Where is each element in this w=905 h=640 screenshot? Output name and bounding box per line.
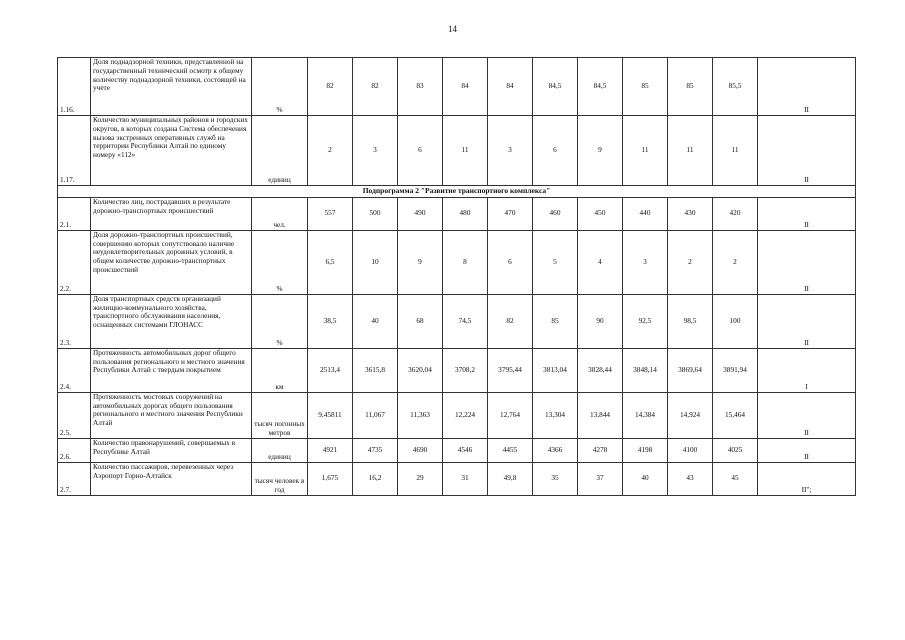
table-body-bottom [58,197,856,495]
table-row [58,294,856,348]
table-row [58,438,856,462]
value-cell: 15,464 [713,392,758,438]
value-cell: 82 [488,294,533,348]
indicator-name: Количество правонарушений, совершаемых в Республике Алтай [91,438,252,462]
row-number: 1.16. [58,58,91,116]
value-cell: 12,224 [443,392,488,438]
indicator-name: Протяженность мостовых сооружений на автомобильных дорогах общего пользования регионального и местного значения Республики Алтай [91,392,252,438]
value-cell: 557 [308,197,353,230]
table-row [58,58,856,116]
unit-cell: тысяч погонных метров [252,392,308,438]
value-cell: 85 [623,58,668,116]
value-cell: 82 [308,58,353,116]
value-cell: 2 [668,230,713,294]
unit-cell: км [252,348,308,392]
value-cell: 3 [623,230,668,294]
value-cell: 9 [398,230,443,294]
value-cell: 3620,04 [398,348,443,392]
value-cell: 5 [533,230,578,294]
value-cell: 6 [488,230,533,294]
unit-cell: тысяч человек в год [252,462,308,495]
row-number: 2.5. [58,392,91,438]
value-cell: 85,5 [713,58,758,116]
subprogram-title: Подпрограмма 2 "Развитие транспортного комплекса" [58,186,856,198]
source-cell: II [758,58,856,116]
value-cell: 84 [443,58,488,116]
row-number: 1.17. [58,116,91,186]
value-cell: 4366 [533,438,578,462]
table-row [58,230,856,294]
row-number: 2.7. [58,462,91,495]
value-cell: 1,675 [308,462,353,495]
indicator-name: Доля поднадзорной техники, представленной на государственный технический осмотр к общему количеству поднадзорной техники, состоящей на учете [91,58,252,116]
value-cell: 440 [623,197,668,230]
source-cell: II [758,438,856,462]
value-cell: 4025 [713,438,758,462]
value-cell: 82 [353,58,398,116]
value-cell: 84,5 [533,58,578,116]
unit-cell: единиц [252,438,308,462]
value-cell: 9,45811 [308,392,353,438]
row-number: 2.2. [58,230,91,294]
value-cell: 98,5 [668,294,713,348]
value-cell: 3708,2 [443,348,488,392]
value-cell: 10 [353,230,398,294]
row-number: 2.1. [58,197,91,230]
value-cell: 84 [488,58,533,116]
value-cell: 480 [443,197,488,230]
value-cell: 4455 [488,438,533,462]
value-cell: 430 [668,197,713,230]
value-cell: 11 [443,116,488,186]
value-cell: 45 [713,462,758,495]
value-cell: 35 [533,462,578,495]
value-cell: 100 [713,294,758,348]
unit-cell: % [252,58,308,116]
value-cell: 4735 [353,438,398,462]
value-cell: 3 [488,116,533,186]
row-number: 2.6. [58,438,91,462]
table-body-top [58,58,856,186]
source-cell: II [758,392,856,438]
value-cell: 3891,94 [713,348,758,392]
value-cell: 84,5 [578,58,623,116]
value-cell: 92,5 [623,294,668,348]
unit-cell: % [252,230,308,294]
value-cell: 3615,8 [353,348,398,392]
value-cell: 3813,04 [533,348,578,392]
value-cell: 4 [578,230,623,294]
value-cell: 16,2 [353,462,398,495]
value-cell: 6,5 [308,230,353,294]
value-cell: 85 [668,58,713,116]
indicators-table [57,57,856,496]
source-cell: II [758,294,856,348]
value-cell: 2 [713,230,758,294]
table-row [58,392,856,438]
value-cell: 490 [398,197,443,230]
value-cell: 3795,44 [488,348,533,392]
value-cell: 12,764 [488,392,533,438]
value-cell: 11 [623,116,668,186]
value-cell: 11,067 [353,392,398,438]
value-cell: 4278 [578,438,623,462]
value-cell: 38,5 [308,294,353,348]
value-cell: 470 [488,197,533,230]
table-row [58,116,856,186]
value-cell: 13,304 [533,392,578,438]
table-row [58,197,856,230]
value-cell: 11 [668,116,713,186]
row-number: 2.4. [58,348,91,392]
value-cell: 4921 [308,438,353,462]
value-cell: 90 [578,294,623,348]
value-cell: 14,384 [623,392,668,438]
value-cell: 49,8 [488,462,533,495]
value-cell: 14,924 [668,392,713,438]
value-cell: 40 [353,294,398,348]
value-cell: 74,5 [443,294,488,348]
table-row [58,348,856,392]
source-cell: II [758,230,856,294]
source-cell: II"; [758,462,856,495]
row-number: 2.3. [58,294,91,348]
value-cell: 6 [533,116,578,186]
value-cell: 2 [308,116,353,186]
indicator-name: Количество пассажиров, перевезенных через Аэропорт Горно-Алтайск [91,462,252,495]
value-cell: 4198 [623,438,668,462]
value-cell: 420 [713,197,758,230]
indicator-name: Количество лиц, пострадавших в результате дорожно-транспортных происшествий [91,197,252,230]
value-cell: 3848,14 [623,348,668,392]
indicator-name: Доля транспортных средств организаций жилищно-коммунального хозяйства, транспортного обслуживания населения, оснащенных системами ГЛОНАСС [91,294,252,348]
value-cell: 8 [443,230,488,294]
value-cell: 11,363 [398,392,443,438]
value-cell: 9 [578,116,623,186]
value-cell: 4100 [668,438,713,462]
value-cell: 85 [533,294,578,348]
value-cell: 500 [353,197,398,230]
page-number: 14 [448,24,457,34]
value-cell: 460 [533,197,578,230]
value-cell: 40 [623,462,668,495]
value-cell: 4546 [443,438,488,462]
value-cell: 11 [713,116,758,186]
indicator-name: Количество муниципальных районов и городских округов, в которых создана Система обеспечения вызова экстренных оперативных служб на территории Республики Алтай по единому номеру «112» [91,116,252,186]
value-cell: 3828,44 [578,348,623,392]
value-cell: 83 [398,58,443,116]
value-cell: 450 [578,197,623,230]
value-cell: 3 [353,116,398,186]
value-cell: 3869,64 [668,348,713,392]
value-cell: 13,844 [578,392,623,438]
source-cell: II [758,197,856,230]
value-cell: 43 [668,462,713,495]
value-cell: 37 [578,462,623,495]
value-cell: 4690 [398,438,443,462]
value-cell: 29 [398,462,443,495]
value-cell: 6 [398,116,443,186]
source-cell: I [758,348,856,392]
value-cell: 2513,4 [308,348,353,392]
source-cell: II [758,116,856,186]
subprogram-row [58,186,856,198]
unit-cell: чел. [252,197,308,230]
value-cell: 31 [443,462,488,495]
unit-cell: единиц [252,116,308,186]
value-cell: 68 [398,294,443,348]
unit-cell: % [252,294,308,348]
indicator-name: Протяженность автомобильных дорог общего пользования регионального и местного значения Республики Алтай с твердым покрытием [91,348,252,392]
table-row [58,462,856,495]
indicator-name: Доля дорожно-транспортных происшествий, совершению которых сопутствовало наличие неудовлетворительных дорожных условий, в общем количестве дорожно-транспортных происшествий [91,230,252,294]
